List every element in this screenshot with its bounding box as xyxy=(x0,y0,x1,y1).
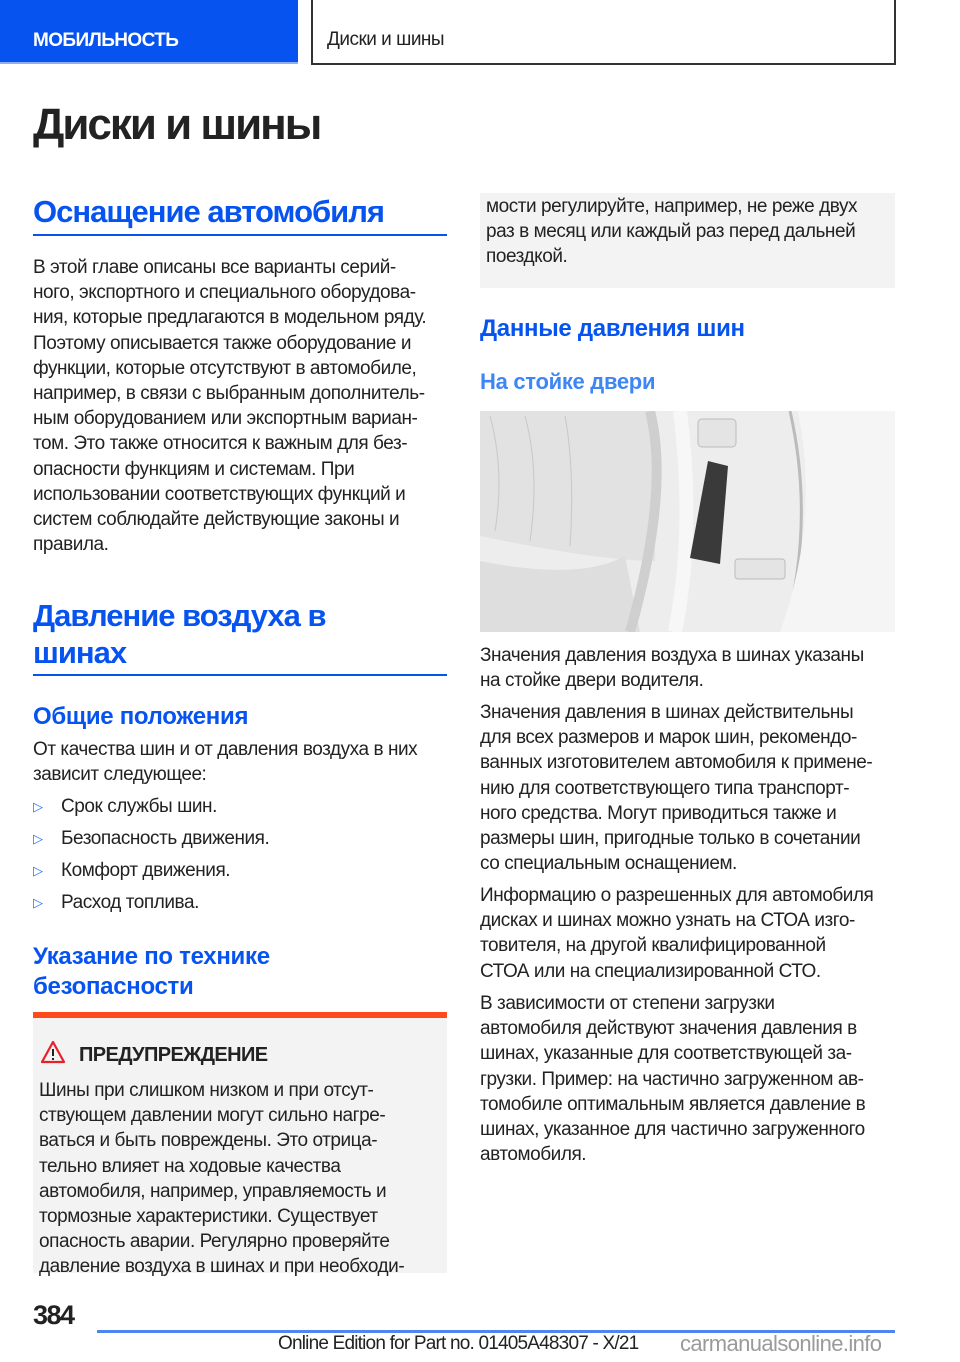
text-line: тормозные характеристики. Существует xyxy=(39,1206,378,1228)
text-line: опасность аварии. Регулярно проверяйте xyxy=(39,1231,390,1253)
heading-equipment: Оснащение автомобиля xyxy=(33,194,384,229)
page-title: Диски и шины xyxy=(33,100,321,149)
text-line: ваться и быть повреждены. Это отрица- xyxy=(39,1130,378,1152)
text-line: Значения давления воздуха в шинах указаны xyxy=(480,645,864,666)
bullet-text: Комфорт движения. xyxy=(61,860,231,881)
door-pillar-illustration xyxy=(480,411,895,632)
text-line: В этой главе описаны все варианты серий- xyxy=(33,257,396,278)
bullet-item xyxy=(33,860,433,886)
text-line: шинах xyxy=(33,635,127,670)
heading-general: Общие положения xyxy=(33,703,249,730)
text-line: опасности функциям и системам. При xyxy=(33,458,355,480)
general-paragraph xyxy=(33,737,417,787)
bullet-text: Безопасность движения. xyxy=(61,828,270,849)
text-line: В зависимости от степени загрузки xyxy=(480,993,775,1014)
bullet-item xyxy=(33,796,433,822)
text-line: безопасности xyxy=(33,973,194,1000)
triangle-right-icon: ▷ xyxy=(33,895,43,910)
heading-rule xyxy=(33,674,447,676)
text-line: автомобиля действуют значения давления в xyxy=(480,1018,857,1040)
text-line: СТОА или на специализированной СТО. xyxy=(480,960,821,982)
text-line: томобиле оптимальным является давление в xyxy=(480,1093,866,1115)
warning-continuation-text xyxy=(486,194,857,270)
warning-continuation xyxy=(480,193,895,288)
validity-paragraph xyxy=(480,700,872,876)
text-line: ствующем давлении могут сильно нагре- xyxy=(39,1105,386,1127)
heading-rule xyxy=(33,234,447,236)
text-line: ного средства. Могут приводиться также и xyxy=(480,802,837,824)
bullet-item xyxy=(33,828,433,854)
text-line: нию для соответствующего типа транспорт- xyxy=(480,777,850,799)
text-line: грузки. Пример: на частично загруженном ав- xyxy=(480,1068,864,1090)
equipment-paragraph xyxy=(33,255,426,557)
chapter-header xyxy=(311,0,896,65)
info-paragraph xyxy=(480,883,873,984)
text-line: шинах, указанное для частично загруженного xyxy=(480,1119,865,1141)
load-paragraph xyxy=(480,991,865,1167)
text-line: Поэтому описывается также оборудование и xyxy=(33,332,412,354)
triangle-right-icon: ▷ xyxy=(33,863,43,878)
text-line: дисках и шинах можно узнать на СТОА изго- xyxy=(480,910,855,932)
text-line: ным оборудованием или экспортным вариан- xyxy=(33,408,418,430)
heading-door-pillar: На стойке двери xyxy=(480,369,656,394)
text-line: раз в месяц или каждый раз перед дальней xyxy=(486,221,856,243)
door-paragraph xyxy=(480,643,864,693)
text-line: например, в связи с выбранным дополнитель- xyxy=(33,383,425,405)
text-line: автомобиля, например, управляемость и xyxy=(39,1180,387,1202)
text-line: Шины при слишком низком и при отсут- xyxy=(39,1080,374,1101)
text-line: Давление воздуха в xyxy=(33,598,326,633)
warning-title: ПРЕДУПРЕЖДЕНИЕ xyxy=(79,1044,268,1066)
section-label: МОБИЛЬНОСТЬ xyxy=(33,30,179,51)
warning-triangle-icon xyxy=(40,1040,66,1064)
text-line: Указание по технике xyxy=(33,943,270,970)
heading-safety xyxy=(33,942,270,1002)
edition-note: Online Edition for Part no. 01405A48307 - X/21 xyxy=(278,1333,639,1354)
text-line: том. Это также относится к важным для без- xyxy=(33,433,408,455)
heading-pressure-data: Данные давления шин xyxy=(480,315,745,342)
text-line: ванных изготовителем автомобиля к примене- xyxy=(480,752,873,774)
heading-tire-pressure xyxy=(33,597,326,671)
text-line: поездкой. xyxy=(486,246,568,268)
watermark: carmanualsonline.info xyxy=(680,1331,882,1356)
bullet-text: Расход топлива. xyxy=(61,892,199,913)
text-line: использовании соответствующих функций и xyxy=(33,483,406,505)
text-line: мости регулируйте, например, не реже двух xyxy=(486,196,858,217)
text-line: для всех размеров и марок шин, рекомендо- xyxy=(480,727,857,749)
text-line: От качества шин и от давления воздуха в них xyxy=(33,739,418,760)
triangle-right-icon: ▷ xyxy=(33,799,43,814)
bullet-text: Срок службы шин. xyxy=(61,796,217,817)
bullet-item xyxy=(33,892,433,918)
warning-box xyxy=(33,1012,447,1278)
text-line: размеры шин, пригодные только в сочетании xyxy=(480,828,861,850)
text-line: товителя, на другой квалифицированной xyxy=(480,935,826,957)
text-line: ния, которые предлагаются в модельном ряду. xyxy=(33,307,427,329)
chapter-label: Диски и шины xyxy=(327,29,445,50)
text-line: систем соблюдайте действующие законы и xyxy=(33,509,400,531)
triangle-right-icon: ▷ xyxy=(33,831,43,846)
text-line: со специальным оснащением. xyxy=(480,853,737,875)
page-number: 384 xyxy=(33,1300,74,1330)
text-line: правила. xyxy=(33,534,109,556)
text-line: Значения давления в шинах действительны xyxy=(480,702,854,723)
text-line: ного, экспортного и специального оборудова- xyxy=(33,282,416,304)
warning-text xyxy=(39,1078,404,1280)
text-line: тельно влияет на ходовые качества xyxy=(39,1155,341,1177)
text-line: шинах, указанные для соответствующей за- xyxy=(480,1043,852,1065)
text-line: на стойке двери водителя. xyxy=(480,670,704,692)
text-line: давление воздуха в шинах и при необходи- xyxy=(39,1256,405,1278)
section-tab xyxy=(0,0,298,64)
text-line: зависит следующее: xyxy=(33,764,207,786)
text-line: функции, которые отсутствуют в автомобиле, xyxy=(33,357,417,379)
text-line: автомобиля. xyxy=(480,1144,587,1166)
text-line: Информацию о разрешенных для автомобиля xyxy=(480,885,874,906)
